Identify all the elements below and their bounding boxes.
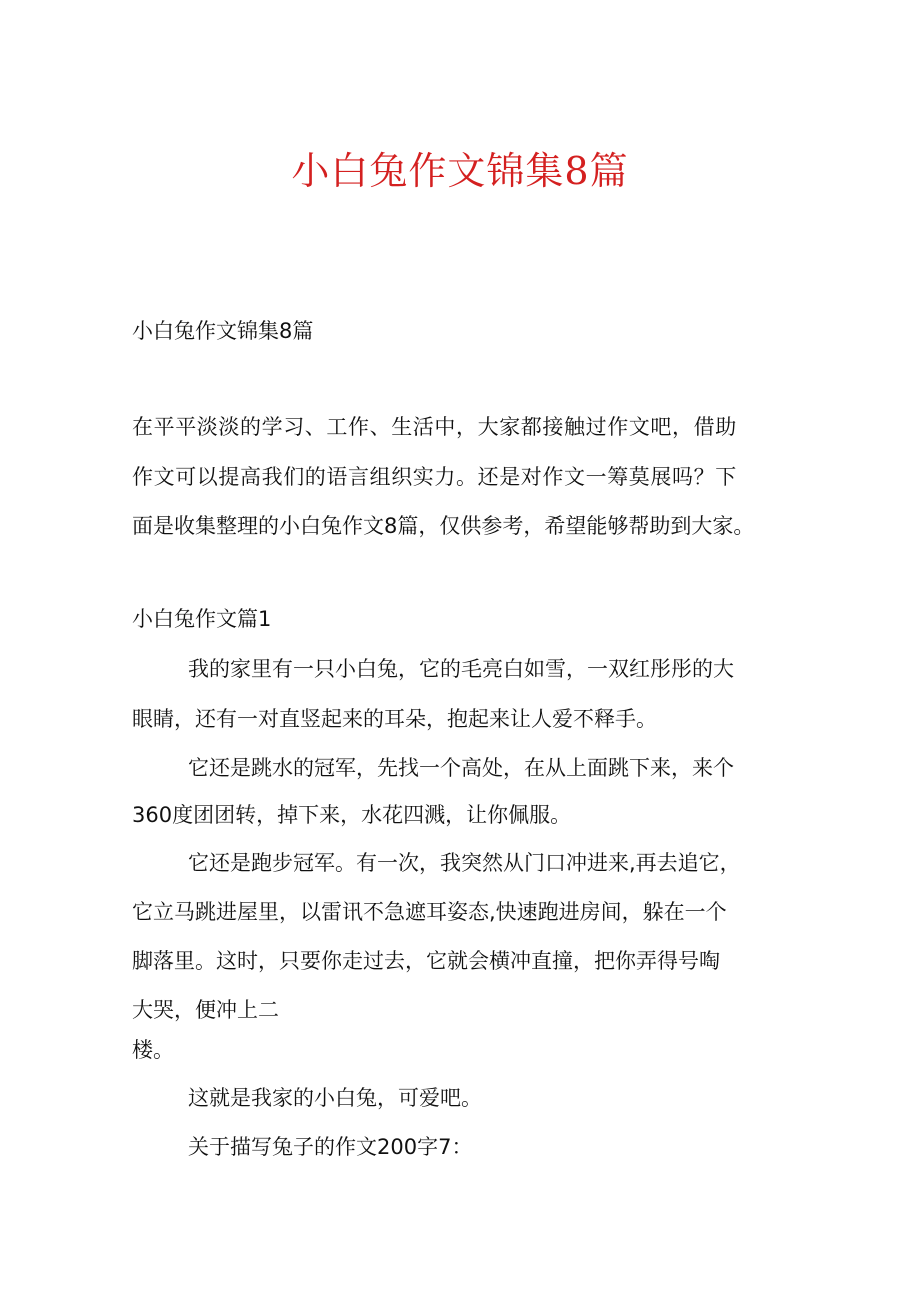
intro-line: 面是收集整理的小白兔作文8篇，仅供参考，希望能够帮助到大家。 (132, 514, 755, 538)
document-subtitle: 小白兔作文锦集8篇 (132, 319, 314, 343)
section-heading: 小白兔作文篇1 (132, 607, 272, 631)
intro-line: 在平平淡淡的学习、工作、生活中，大家都接触过作文吧，借助 (132, 415, 737, 439)
body-paragraph-line: 360度团团转，掉下来，水花四溅，让你佩服。 (132, 803, 572, 827)
body-paragraph-line: 大哭，便冲上二 (132, 998, 279, 1022)
body-paragraph-line: 这就是我家的小白兔，可爱吧。 (188, 1086, 482, 1110)
intro-line: 作文可以提高我们的语言组织实力。还是对作文一筹莫展吗？下 (132, 465, 737, 489)
body-paragraph-line: 楼。 (132, 1038, 174, 1062)
body-paragraph-line: 关于描写兔子的作文200字7： (188, 1135, 473, 1159)
body-paragraph-line: 脚落里。这时，只要你走过去，它就会横冲直撞，把你弄得号啕 (132, 949, 720, 973)
body-paragraph-line: 它还是跳水的冠军，先找一个高处，在从上面跳下来，来个 (188, 756, 734, 780)
body-paragraph-line: 眼睛，还有一对直竖起来的耳朵，抱起来让人爱不释手。 (132, 707, 657, 731)
body-paragraph-line: 我的家里有一只小白兔，它的毛亮白如雪，一双红彤彤的大 (188, 657, 734, 681)
body-paragraph-line: 它立马跳进屋里，以雷讯不急遮耳姿态,快速跑进房间，躲在一个 (132, 900, 727, 924)
body-paragraph-line: 它还是跑步冠军。有一次，我突然从门口冲进来,再去追它， (188, 851, 741, 875)
document-title: 小白兔作文锦集8篇 (291, 149, 629, 193)
